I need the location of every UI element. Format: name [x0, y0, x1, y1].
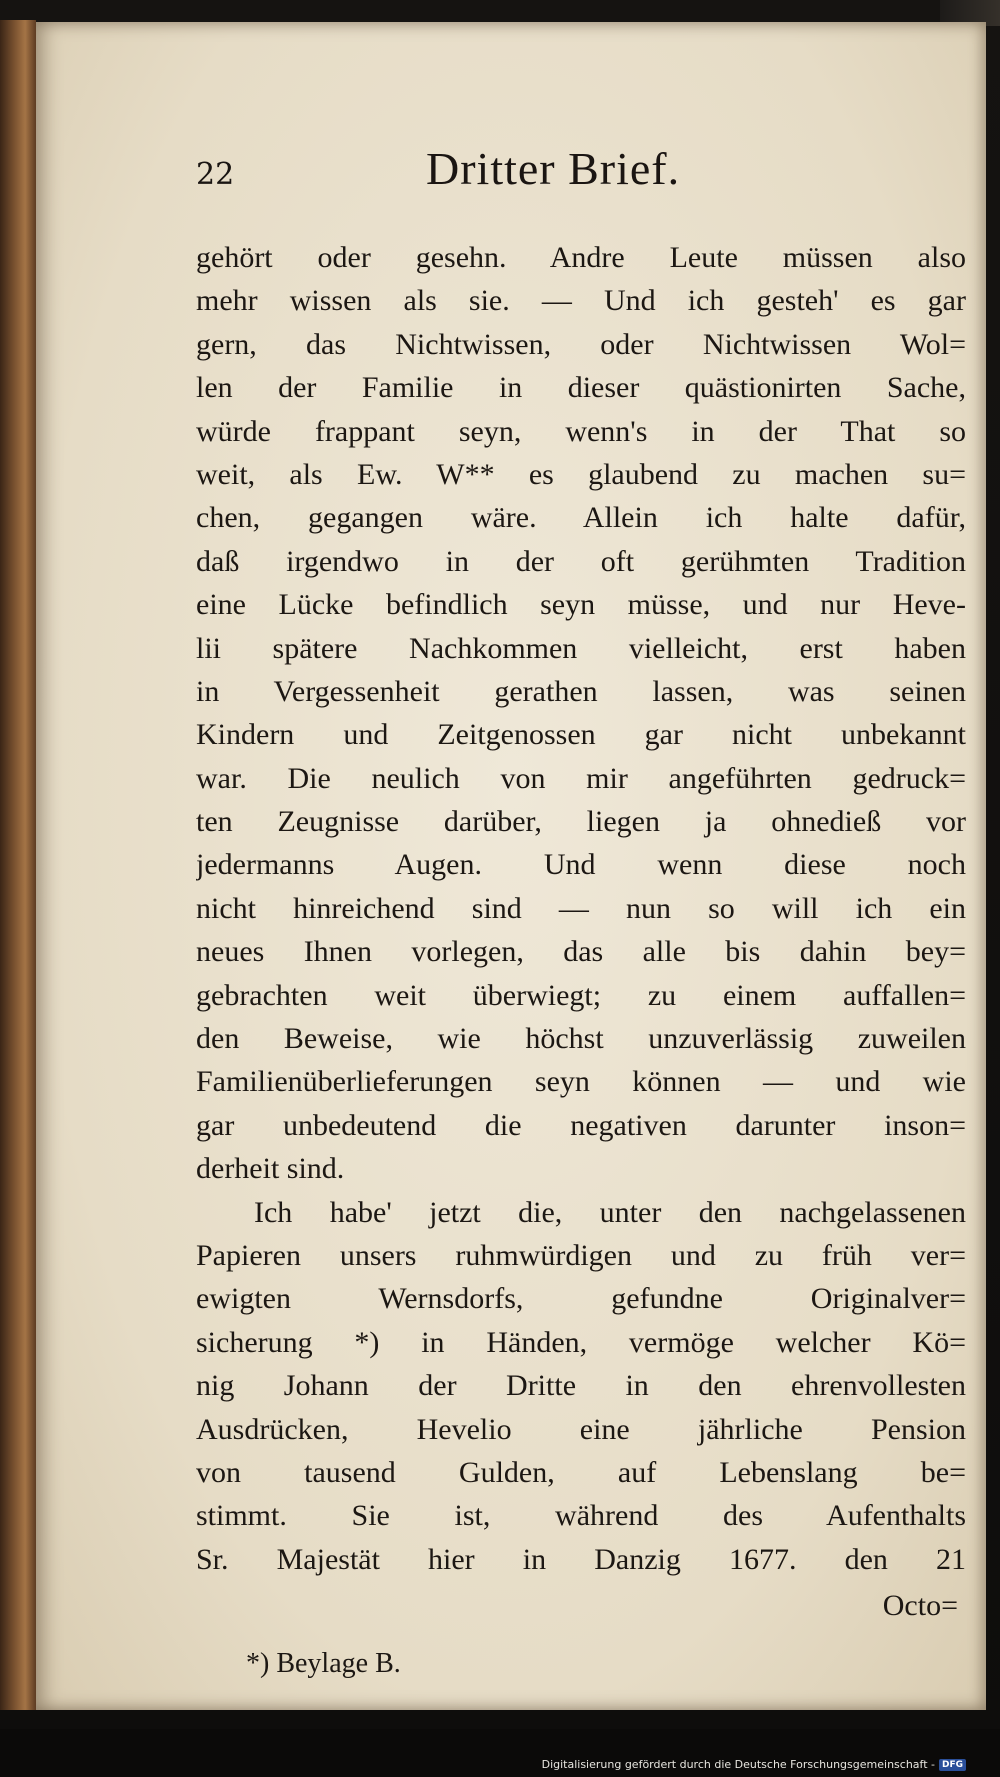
text-line: eine Lücke befindlich seyn müsse, und nur Heve- [196, 588, 966, 622]
book-page [36, 22, 986, 1710]
text-line: neues Ihnen vorlegen, das alle bis dahin bey= [196, 935, 966, 969]
text-line: Kindern und Zeitgenossen gar nicht unbekannt [196, 718, 966, 752]
credit-text: Digitalisierung gefördert durch die Deutsche Forschungsgemeinschaft - [541, 1758, 935, 1771]
text-line: sicherung *) in Händen, vermöge welcher Kö= [196, 1325, 966, 1359]
text-line: weit, als Ew. W** es glaubend zu machen su= [196, 457, 966, 491]
text-line: daß irgendwo in der oft gerühmten Tradition [196, 544, 966, 578]
text-line: gehört oder gesehn. Andre Leute müssen also [196, 241, 966, 274]
text-line: Papieren unsers ruhmwürdigen und zu früh ver= [196, 1238, 966, 1272]
catchword: Octo= [882, 1589, 958, 1623]
text-line: ten Zeugnisse darüber, liegen ja ohnedieß vor [196, 805, 966, 839]
text-line: Familienüberlieferungen seyn können — und wie [196, 1065, 966, 1099]
text-line: Sr. Majestät hier in Danzig 1677. den 21 [196, 1542, 966, 1576]
text-line: len der Familie in dieser quästionirten Sache, [196, 371, 966, 405]
text-line: ewigten Wernsdorfs, gefundne Originalver= [196, 1282, 966, 1316]
text-line: gern, das Nichtwissen, oder Nichtwissen Wol= [196, 327, 966, 361]
text-line: war. Die neulich von mir angeführten gedruck= [196, 761, 966, 795]
text-line: den Beweise, wie höchst unzuverlässig zuweilen [196, 1022, 966, 1056]
text-line: würde frappant seyn, wenn's in der That so [196, 414, 966, 448]
text-line: gebrachten weit überwiegt; zu einem auffallen= [196, 978, 966, 1012]
text-line: gar unbedeutend die negativen darunter inson= [196, 1108, 966, 1142]
text-line: stimmt. Sie ist, während des Aufenthalts [196, 1499, 966, 1533]
book-edge [0, 20, 36, 1710]
text-line: nicht hinreichend sind — nun so will ich ein [196, 891, 966, 925]
dfg-logo: DFG [939, 1759, 966, 1771]
text-line: chen, gegangen wäre. Allein ich halte dafür, [196, 501, 966, 535]
text-line: von tausend Gulden, auf Lebenslang be= [196, 1455, 966, 1489]
page-number: 22 [196, 157, 235, 192]
page-header [196, 142, 966, 232]
text-line: derheit sind. [196, 1152, 345, 1186]
text-line: nig Johann der Dritte in den ehrenvollesten [196, 1369, 966, 1403]
body-text [196, 236, 966, 1581]
footnote: *) Beylage B. [246, 1648, 401, 1680]
text-line: lii spätere Nachkommen vielleicht, erst haben [196, 631, 966, 665]
page-content [196, 142, 966, 1689]
text-line: Ausdrücken, Hevelio eine jährliche Pension [196, 1412, 966, 1446]
text-line: in Vergessenheit gerathen lassen, was seinen [196, 674, 966, 708]
footer-bar [0, 1729, 1000, 1777]
text-line: jedermanns Augen. Und wenn diese noch [196, 848, 966, 882]
text-line: mehr wissen als sie. — Und ich gesteh' es gar [196, 284, 966, 318]
funding-credit [542, 1758, 966, 1771]
text-line: Ich habe' jetzt die, unter den nachgelassenen [254, 1195, 966, 1229]
running-head: Dritter Brief. [426, 143, 681, 194]
